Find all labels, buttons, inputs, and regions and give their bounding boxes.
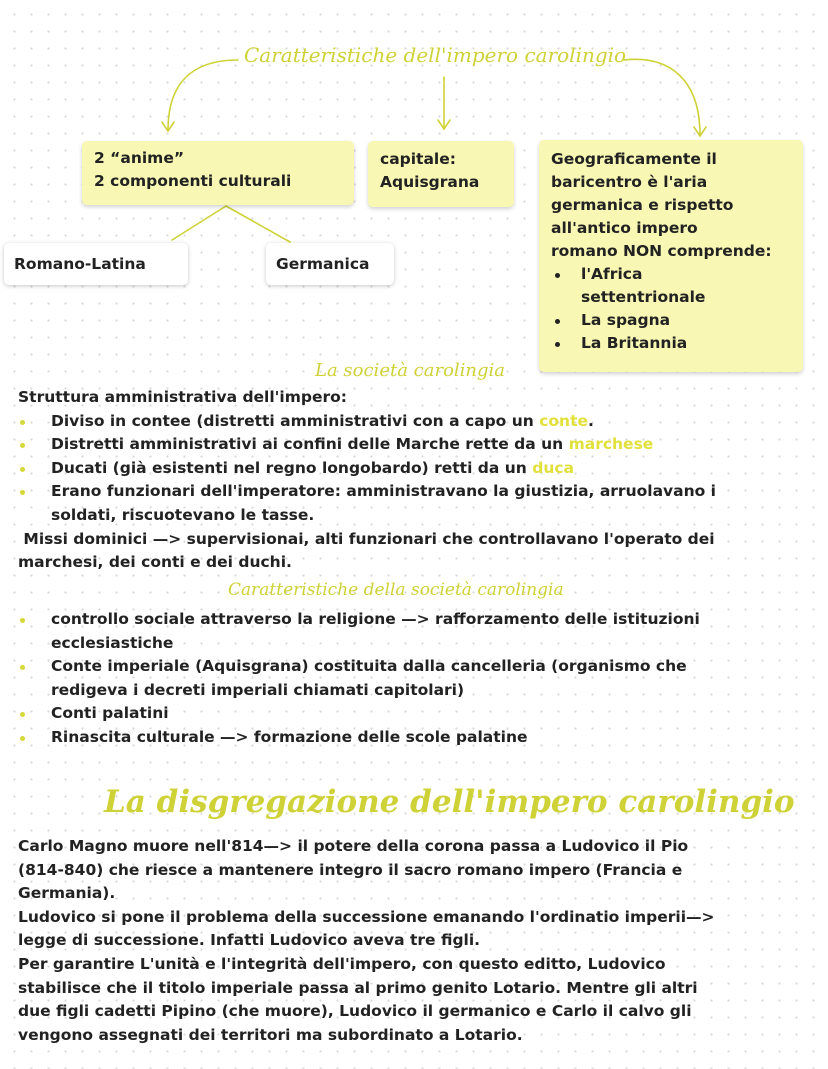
disgregazione-line-6: Per garantire L'unità e l'integrità dell'impero, con questo editto, Ludovico [18, 954, 666, 973]
disgregazione-section [18, 835, 824, 1047]
romano-latina-label: Romano-Latina [4, 243, 188, 285]
disgregazione-line-4: Ludovico si pone il problema della successione emanando l'ordinatio imperii—> [18, 907, 715, 926]
societa-title: La società carolingia [315, 360, 506, 381]
contee-text: Diviso in contee (distretti amministrativi con a capo un [51, 411, 540, 430]
geo-line-5: romano NON comprende: [551, 242, 772, 260]
geo-bullet-africa-l1: l'Africa [581, 265, 643, 283]
marche-text: Distretti amministrativi ai confini delle Marche rette da un [51, 435, 569, 454]
geo-line-2: baricentro è l'aria [551, 173, 708, 191]
caratteristiche-bullet-conte-imperiale [18, 655, 824, 702]
disgregazione-line-5: legge di successione. Infatti Ludovico aveva tre figli. [18, 931, 481, 950]
disgregazione-title: La disgregazione dell'impero carolingio [104, 784, 795, 820]
religione-line-1: controllo sociale attraverso la religione —> rafforzamento delle istituzioni [51, 610, 700, 628]
religione-line-2: ecclesiastiche [51, 633, 174, 652]
geo-line-3: germanica e rispetto [551, 196, 734, 214]
geo-bullet-spagna [551, 309, 791, 332]
disgregazione-line-7: stabilisce che il titolo imperiale passa al primo genito Lotario. Mentre gli altri [18, 978, 698, 997]
caratteristiche-bullet-palatini: Conti palatini [18, 702, 824, 726]
caratteristiche-section [18, 608, 824, 750]
disgregazione-line-9: vengono assegnati dei territori ma subordinato a Lotario. [18, 1025, 523, 1044]
ducati-text: Ducati (già esistenti nel regno longobardo) retti da un [51, 458, 533, 477]
germanica-label: Germanica [266, 243, 394, 285]
conte-imperiale-line-1: Conte imperiale (Aquisgrana) costituita dalla cancelleria (organismo che [51, 657, 687, 676]
caratteristiche-bullet-religione [18, 608, 824, 655]
anime-note [82, 141, 354, 205]
anime-line-1: 2 “anime” [94, 149, 185, 167]
contee-end: . [588, 411, 594, 430]
disgregazione-line-2: (814-840) che riesce a mantenere integro il sacro romano impero (Francia e [18, 860, 683, 879]
conte-imperiale-line-2: redigeva i decreti imperiali chiamati capitolari) [51, 680, 465, 699]
missi-line-2: marchesi, dei conti e dei duchi. [18, 553, 292, 572]
disgregazione-line-3: Germania). [18, 884, 116, 903]
geo-bullet-africa [551, 263, 791, 309]
societa-bullet-ducati [18, 457, 824, 481]
capitale-line-2: Aquisgrana [380, 173, 480, 191]
funzionari-line-1: Erano funzionari dell'imperatore: amministravano la giustizia, arruolavano i [51, 482, 716, 501]
societa-bullet-funzionari [18, 480, 824, 527]
caratteristiche-title: Caratteristiche della società carolingia [228, 580, 564, 600]
missi-line-1: Missi dominici —> supervisionai, alti funzionari che controllavano l'operato dei [18, 529, 715, 548]
geo-bullet-africa-l2: settentrionale [581, 288, 706, 306]
geo-bullet-britannia [551, 332, 791, 355]
societa-intro: Struttura amministrativa dell'impero: [18, 388, 347, 406]
geo-bullet-spagna-l1: La spagna [581, 311, 671, 329]
societa-bullet-contee [18, 410, 824, 434]
geo-bullet-britannia-l1: La Britannia [581, 334, 688, 352]
concept-map-title: Caratteristiche dell'impero carolingio [244, 43, 627, 67]
capitale-line-1: capitale: [380, 150, 456, 168]
societa-section [18, 386, 824, 575]
disgregazione-line-8: due figli cadetti Pipino (che muore), Ludovico il germanico e Carlo il calvo gli [18, 1002, 692, 1021]
societa-bullet-marche [18, 433, 824, 457]
geography-note [539, 140, 803, 372]
marchese-highlight: marchese [568, 435, 654, 454]
disgregazione-line-1: Carlo Magno muore nell'814—> il potere della corona passa a Ludovico il Pio [18, 837, 689, 855]
conte-highlight: conte [539, 411, 588, 430]
caratteristiche-bullet-rinascita: Rinascita culturale —> formazione delle scole palatine [18, 726, 824, 750]
capitale-note [368, 141, 514, 207]
duca-highlight: duca [532, 458, 575, 477]
anime-line-2: 2 componenti culturali [94, 172, 292, 190]
funzionari-line-2: soldati, riscuotevano le tasse. [51, 505, 315, 524]
geo-line-1: Geograficamente il [551, 150, 717, 168]
geo-line-4: all'antico impero [551, 219, 698, 237]
